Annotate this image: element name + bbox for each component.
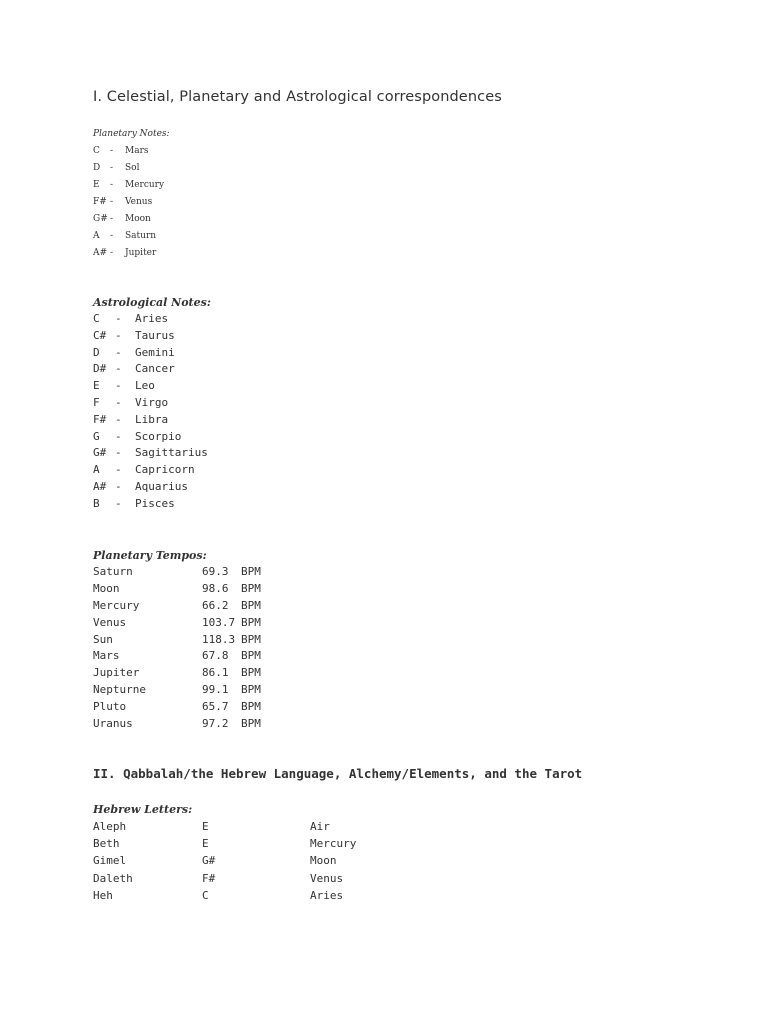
- separator: -: [115, 429, 122, 443]
- note-name: C: [93, 312, 100, 325]
- astrological-note-row: [93, 462, 211, 479]
- planetary-notes-label-text: Planetary Notes: [93, 129, 167, 139]
- section-2-title: II. Qabbalah/the Hebrew Language, Alchemy/Elements, and the Tarot: [93, 766, 583, 781]
- hebrew-letters-list: [93, 818, 357, 904]
- note-name: C: [93, 146, 100, 156]
- planetary-tempos-list: [93, 564, 261, 733]
- sign-name: Scorpio: [135, 429, 182, 443]
- separator: -: [110, 214, 114, 224]
- planetary-note-row: [93, 143, 170, 160]
- letter-name: Daleth: [93, 871, 133, 885]
- note-name: F#: [93, 412, 107, 426]
- bpm-value: 118.3: [202, 632, 236, 646]
- bpm-unit: BPM: [241, 615, 261, 629]
- planetary-notes-label: Planetary Notes:: [93, 129, 170, 139]
- separator: -: [110, 163, 114, 173]
- planetary-notes-list: [93, 143, 170, 262]
- planetary-note-row: [93, 228, 170, 245]
- letter-name: Gimel: [93, 854, 127, 868]
- note-name: F#: [202, 871, 216, 885]
- correspondence: Air: [310, 820, 330, 833]
- letter-name: Aleph: [93, 820, 127, 833]
- planetary-tempos-label: Planetary Tempos:: [93, 549, 207, 562]
- astrological-note-row: [93, 395, 211, 412]
- bpm-unit: BPM: [241, 666, 261, 680]
- astrological-notes-label: Astrological Notes:: [93, 296, 211, 309]
- sign-name: Capricorn: [135, 463, 195, 477]
- tempo-row: [93, 632, 261, 649]
- tempo-row: [93, 564, 261, 581]
- planetary-tempos-label-text: Planetary Tempos: [93, 549, 203, 562]
- astrological-note-row: [93, 412, 211, 429]
- planet-name: Jupiter: [125, 248, 157, 258]
- hebrew-letter-row: [93, 870, 344, 887]
- separator: -: [115, 328, 122, 342]
- bpm-unit: BPM: [241, 581, 261, 595]
- planet-name: Nepturne: [93, 683, 146, 697]
- correspondence: Mercury: [310, 837, 357, 851]
- astrological-notes-block: [93, 294, 211, 513]
- bpm-value: 67.8: [202, 649, 229, 663]
- astrological-note-row: [93, 328, 211, 345]
- separator: -: [115, 463, 122, 477]
- planet-name: Venus: [125, 197, 153, 207]
- note-name: C#: [93, 328, 107, 342]
- planet-name: Mars: [125, 146, 149, 156]
- bpm-value: 97.2: [202, 717, 229, 731]
- note-name: G#: [202, 854, 216, 868]
- bpm-unit: BPM: [241, 683, 261, 697]
- separator: -: [110, 146, 114, 156]
- separator: -: [115, 395, 122, 409]
- astrological-note-row: [93, 345, 211, 362]
- separator: -: [110, 180, 114, 190]
- section-1-title: I. Celestial, Planetary and Astrological correspondences: [93, 89, 502, 105]
- separator: -: [110, 197, 114, 207]
- separator: -: [110, 231, 114, 241]
- sign-name: Virgo: [135, 395, 169, 409]
- planetary-note-row: [93, 194, 170, 211]
- planet-name: Mercury: [93, 598, 140, 612]
- astrological-note-row: [93, 429, 211, 446]
- tempo-row: [93, 581, 261, 598]
- astrological-note-row: [93, 445, 211, 462]
- correspondence: Moon: [310, 854, 337, 868]
- planetary-notes-block: [93, 126, 170, 262]
- note-name: A#: [93, 248, 108, 258]
- note-name: F#: [93, 197, 107, 207]
- note-name: E: [202, 837, 209, 851]
- separator: -: [115, 345, 122, 359]
- correspondence: Aries: [310, 888, 344, 902]
- planet-name: Mars: [93, 649, 120, 663]
- tempo-row: [93, 598, 261, 615]
- planet-name: Venus: [93, 615, 127, 629]
- planet-name: Moon: [125, 214, 151, 224]
- note-name: D: [93, 345, 100, 359]
- bpm-value: 103.7: [202, 615, 236, 629]
- separator: -: [115, 312, 122, 325]
- astrological-note-row: [93, 311, 211, 328]
- bpm-value: 66.2: [202, 598, 229, 612]
- astrological-notes-list: [93, 311, 211, 513]
- separator: -: [115, 379, 122, 393]
- sign-name: Libra: [135, 412, 169, 426]
- planet-name: Saturn: [125, 231, 157, 241]
- hebrew-letters-label: Hebrew Letters:: [93, 803, 193, 816]
- tempo-row: [93, 699, 261, 716]
- planet-name: Mercury: [125, 180, 165, 190]
- note-name: G#: [93, 214, 108, 224]
- bpm-value: 98.6: [202, 581, 229, 595]
- sign-name: Sagittarius: [135, 446, 208, 460]
- sign-name: Taurus: [135, 328, 175, 342]
- note-name: C: [202, 888, 209, 902]
- tempo-row: [93, 648, 261, 665]
- bpm-unit: BPM: [241, 700, 261, 714]
- note-name: E: [202, 820, 209, 833]
- planet-name: Saturn: [93, 565, 133, 578]
- sign-name: Leo: [135, 379, 155, 393]
- note-name: B: [93, 496, 100, 510]
- note-name: D: [93, 163, 101, 173]
- note-name: A: [93, 463, 100, 477]
- tempo-row: [93, 716, 261, 733]
- note-name: D#: [93, 362, 107, 376]
- hebrew-letter-row: [93, 818, 330, 835]
- planetary-note-row: [93, 245, 170, 262]
- planetary-note-row: [93, 177, 170, 194]
- note-name: A: [93, 231, 100, 241]
- astrological-note-row: [93, 496, 211, 513]
- bpm-unit: BPM: [241, 565, 261, 578]
- planet-name: Moon: [93, 581, 120, 595]
- note-name: E: [93, 180, 100, 190]
- sign-name: Gemini: [135, 345, 175, 359]
- separator: -: [115, 446, 122, 460]
- planetary-note-row: [93, 211, 170, 228]
- planetary-note-row: [93, 160, 170, 177]
- planet-name: Jupiter: [93, 666, 140, 680]
- hebrew-letter-row: [93, 835, 357, 852]
- note-name: G: [93, 429, 100, 443]
- separator: -: [115, 412, 122, 426]
- hebrew-letters-label-text: Hebrew Letters: [93, 803, 189, 816]
- bpm-value: 86.1: [202, 666, 229, 680]
- tempo-row: [93, 682, 261, 699]
- bpm-unit: BPM: [241, 632, 261, 646]
- astrological-note-row: [93, 479, 211, 496]
- sign-name: Aquarius: [135, 479, 188, 493]
- bpm-value: 69.3: [202, 565, 229, 578]
- separator: -: [110, 248, 114, 258]
- planet-name: Uranus: [93, 717, 133, 731]
- bpm-unit: BPM: [241, 717, 261, 731]
- sign-name: Pisces: [135, 496, 175, 510]
- astrological-note-row: [93, 378, 211, 395]
- hebrew-letter-row: [93, 887, 344, 904]
- letter-name: Heh: [93, 888, 113, 902]
- separator: -: [115, 362, 122, 376]
- astrological-notes-label-text: Astrological Notes: [93, 296, 207, 309]
- tempo-row: [93, 665, 261, 682]
- separator: -: [115, 496, 122, 510]
- note-name: F: [93, 395, 100, 409]
- sign-name: Cancer: [135, 362, 175, 376]
- planet-name: Sol: [125, 163, 140, 173]
- note-name: G#: [93, 446, 107, 460]
- separator: -: [115, 479, 122, 493]
- planet-name: Pluto: [93, 700, 127, 714]
- tempo-row: [93, 615, 261, 632]
- hebrew-letters-block: [93, 801, 357, 904]
- hebrew-letter-row: [93, 852, 337, 869]
- planet-name: Sun: [93, 632, 113, 646]
- note-name: A#: [93, 479, 107, 493]
- bpm-unit: BPM: [241, 598, 261, 612]
- correspondence: Venus: [310, 871, 344, 885]
- astrological-note-row: [93, 361, 211, 378]
- letter-name: Beth: [93, 837, 120, 851]
- bpm-value: 99.1: [202, 683, 229, 697]
- planetary-tempos-block: [93, 547, 261, 733]
- sign-name: Aries: [135, 312, 169, 325]
- bpm-unit: BPM: [241, 649, 261, 663]
- bpm-value: 65.7: [202, 700, 229, 714]
- note-name: E: [93, 379, 100, 393]
